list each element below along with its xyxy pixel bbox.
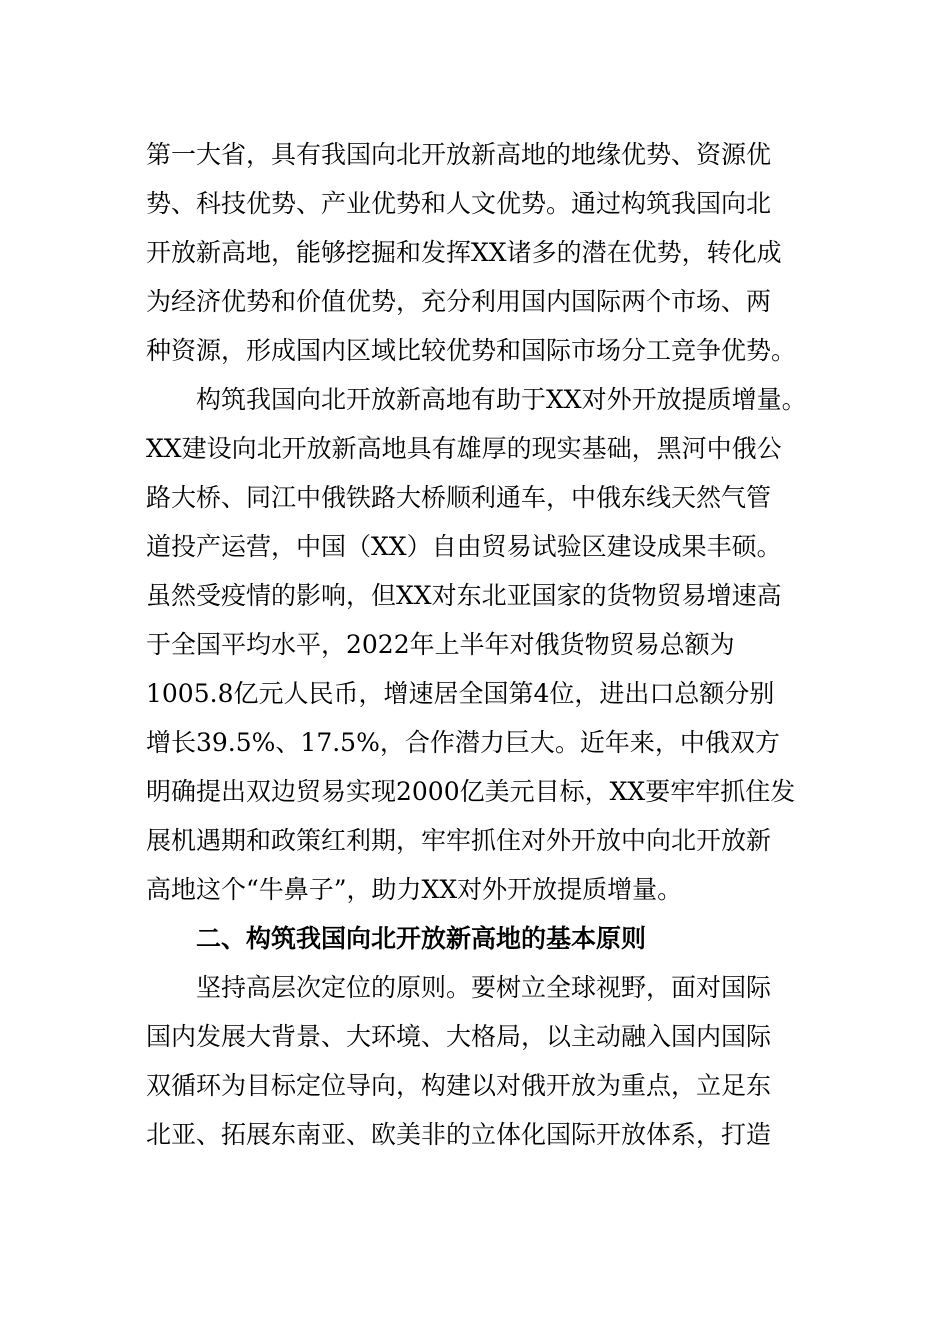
text-line: 道投产运营，中国（XX）自由贸易试验区建设成果丰硕。: [146, 532, 782, 561]
section-heading: 二、构筑我国向北开放新高地的基本原则: [196, 924, 647, 953]
text-line: 虽然受疫情的影响，但XX对东北亚国家的货物贸易增速高: [146, 581, 782, 610]
text-line: 第一大省，具有我国向北开放新高地的地缘优势、资源优: [146, 140, 772, 169]
text-line: 展机遇期和政策红利期，牢牢抓住对外开放中向北开放新: [146, 826, 772, 855]
paragraph-start-line: 构筑我国向北开放新高地有助于XX对外开放提质增量。: [196, 385, 807, 414]
text-line: 种资源，形成国内区域比较优势和国际市场分工竞争优势。: [146, 336, 797, 365]
text-line: 势、科技优势、产业优势和人文优势。通过构筑我国向北: [146, 189, 772, 218]
text-line: 双循环为目标定位导向，构建以对俄开放为重点，立足东: [146, 1071, 772, 1100]
text-line: 于全国平均水平，2022年上半年对俄货物贸易总额为: [146, 630, 735, 659]
text-line: XX建设向北开放新高地具有雄厚的现实基础，黑河中俄公: [146, 434, 782, 463]
text-line: 1005.8亿元人民币，增速居全国第4位，进出口总额分别: [146, 679, 775, 708]
text-line: 路大桥、同江中俄铁路大桥顺利通车，中俄东线天然气管: [146, 483, 772, 512]
text-line: 国内发展大背景、大环境、大格局，以主动融入国内国际: [146, 1022, 772, 1051]
text-line: 明确提出双边贸易实现2000亿美元目标，XX要牢牢抓住发: [146, 777, 796, 806]
text-line: 增长39.5%、17.5%，合作潜力巨大。近年来，中俄双方: [146, 728, 780, 757]
text-line: 北亚、拓展东南亚、欧美非的立体化国际开放体系，打造: [146, 1120, 772, 1149]
text-line: 开放新高地，能够挖掘和发挥XX诸多的潜在优势，转化成: [146, 238, 782, 267]
document-body: [146, 130, 806, 1159]
text-line: 为经济优势和价值优势，充分利用国内国际两个市场、两: [146, 287, 772, 316]
paragraph-start-line: 坚持高层次定位的原则。要树立全球视野，面对国际: [196, 973, 772, 1002]
text-line: 高地这个“牛鼻子”，助力XX对外开放提质增量。: [146, 875, 683, 904]
